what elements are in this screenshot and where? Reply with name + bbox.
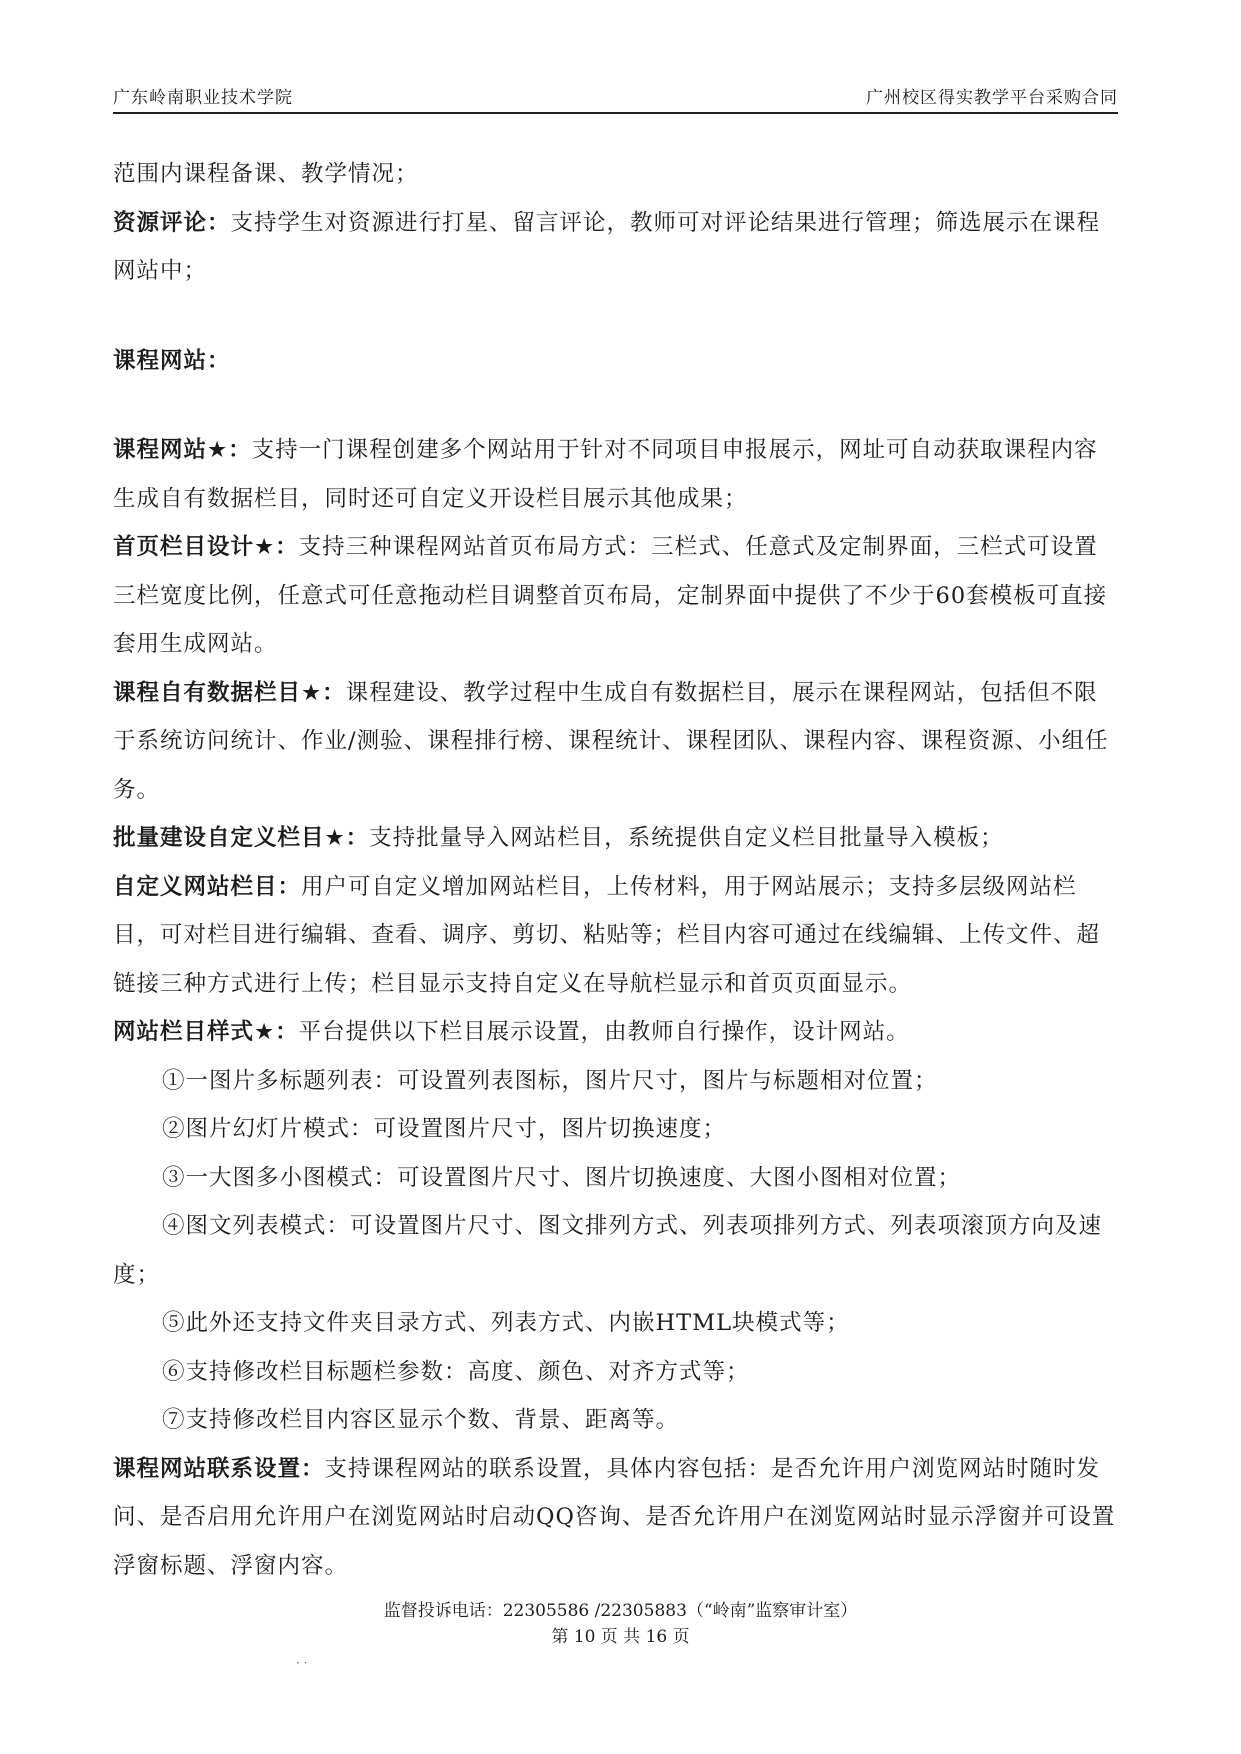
label-column-styles: 网站栏目样式★： bbox=[113, 1019, 299, 1045]
label-course-website: 课程网站★： bbox=[113, 437, 252, 463]
label-contact-settings: 课程网站联系设置： bbox=[113, 1455, 325, 1482]
paragraph-batch-columns bbox=[113, 814, 1118, 863]
label-own-data-columns: 课程自有数据栏目★： bbox=[113, 679, 346, 706]
header-contract-title: 广州校区得实教学平台采购合同 bbox=[866, 88, 1118, 108]
text-custom-columns: 用户可自定义增加网站栏目，上传材料，用于网站展示；支持多层级网站栏目，可对栏目进行编辑、查看、调序、剪切、粘贴等；栏目内容可通过在线编辑、上传文件、超链接三种方式进行上传；栏目显示支持自定义在导航栏显示和首页页面显示。 bbox=[113, 873, 1101, 997]
label-custom-columns: 自定义网站栏目： bbox=[113, 873, 302, 900]
text-column-styles: 平台提供以下栏目展示设置，由教师自行操作，设计网站。 bbox=[298, 1019, 910, 1045]
text-batch-columns: 支持批量导入网站栏目，系统提供自定义栏目批量导入模板； bbox=[369, 825, 1004, 851]
list-item: ③一大图多小图模式：可设置图片尺寸、图片切换速度、大图小图相对位置； bbox=[162, 1164, 962, 1191]
footer-page-number: 第 10 页 共 16 页 bbox=[551, 1627, 690, 1647]
text-contact-settings: 支持课程网站的联系设置，具体内容包括：是否允许用户浏览网站时随时发问、是否启用允许用户在浏览网站时启动QQ咨询、是否允许用户在浏览网站时显示浮窗并可设置浮窗标题、浮窗内容。 bbox=[113, 1455, 1116, 1579]
footer-complaint-phone: 监督投诉电话：22305586 /22305883（“岭南”监察审计室） bbox=[383, 1601, 858, 1621]
list-item: ⑥支持修改栏目标题栏参数：高度、颜色、对齐方式等； bbox=[162, 1358, 750, 1385]
document-body bbox=[113, 150, 1118, 1590]
list-item: ①一图片多标题列表：可设置列表图标，图片尺寸，图片与标题相对位置； bbox=[162, 1067, 938, 1094]
paragraph-own-data-columns bbox=[113, 669, 1118, 815]
paragraph-homepage-design bbox=[113, 523, 1118, 669]
paragraph-contact-settings bbox=[113, 1445, 1118, 1591]
paragraph-resource-review bbox=[113, 199, 1118, 296]
paragraph-course-website bbox=[113, 426, 1118, 523]
text-resource-review: 支持学生对资源进行打星、留言评论，教师可对评论结果进行管理；筛选展示在课程网站中； bbox=[113, 209, 1101, 284]
header-institution: 广东岭南职业技术学院 bbox=[113, 88, 293, 108]
paragraph-custom-columns bbox=[113, 863, 1118, 1009]
section-title: 课程网站： bbox=[113, 347, 231, 374]
list-item: ⑤此外还支持文件夹目录方式、列表方式、内嵌HTML块模式等； bbox=[162, 1310, 850, 1336]
label-batch-columns: 批量建设自定义栏目★： bbox=[113, 825, 370, 851]
label-homepage-design: 首页栏目设计★： bbox=[113, 534, 299, 560]
scan-specks: · · bbox=[296, 1656, 308, 1670]
text-own-data-columns: 课程建设、教学过程中生成自有数据栏目，展示在课程网站，包括但不限于系统访问统计、作业/测验、课程排行榜、课程统计、课程团队、课程内容、课程资源、小组任务。 bbox=[113, 679, 1109, 803]
text-course-website: 支持一门课程创建多个网站用于针对不同项目申报展示，网址可自动获取课程内容生成自有数据栏目，同时还可自定义开设栏目展示其他成果； bbox=[113, 437, 1098, 512]
paragraph-column-styles bbox=[113, 1008, 1118, 1057]
list-item: ②图片幻灯片模式：可设置图片尺寸，图片切换速度； bbox=[162, 1116, 727, 1142]
list-item: ④图文列表模式：可设置图片尺寸、图文排列方式、列表项排列方式、列表项滚顶方向及速度； bbox=[113, 1213, 1103, 1288]
paragraph-continuation: 范围内课程备课、教学情况； bbox=[113, 161, 419, 187]
label-resource-review: 资源评论： bbox=[113, 209, 231, 236]
text-homepage-design: 支持三种课程网站首页布局方式：三栏式、任意式及定制界面，三栏式可设置三栏宽度比例，任意式可任意拖动栏目调整首页布局，定制界面中提供了不少于60套模板可直接套用生成网站。 bbox=[113, 534, 1108, 657]
page-header bbox=[113, 86, 1118, 114]
list-item: ⑦支持修改栏目内容区显示个数、背景、距离等。 bbox=[162, 1407, 680, 1433]
